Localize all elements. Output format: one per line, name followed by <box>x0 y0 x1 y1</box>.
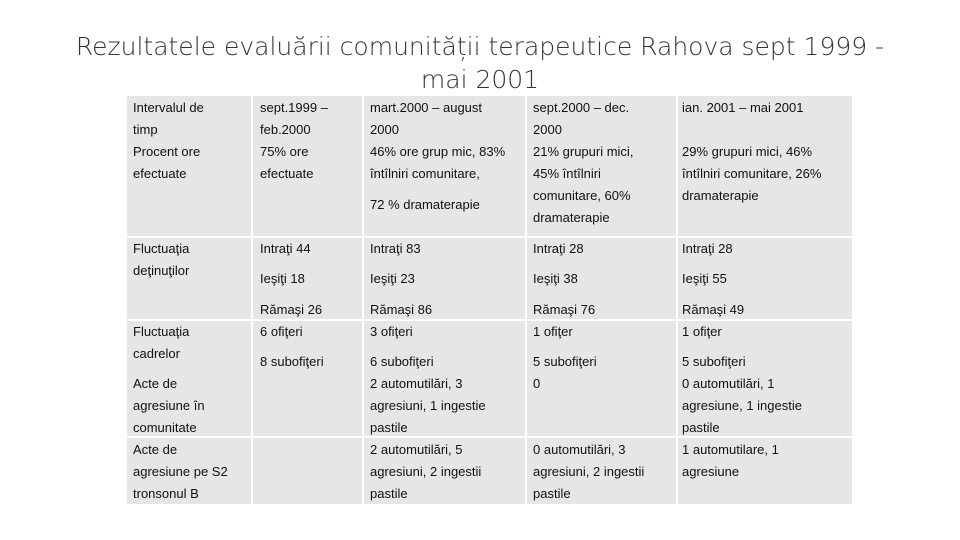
cell-line: Fluctuaţia <box>133 241 190 256</box>
cell-line: 3 ofiţeri <box>370 324 413 339</box>
cell-line: comunitate <box>133 420 197 435</box>
cell-line: 0 automutilări, 1 <box>682 376 775 391</box>
cell-line: Rămaşi 86 <box>370 302 433 317</box>
cell-line: feb.2000 <box>260 122 311 137</box>
cell-line: Rămaşi 26 <box>260 302 323 317</box>
cell-line: Intervalul de <box>133 100 204 115</box>
cell-line: agresiune <box>682 464 740 479</box>
cell-line: pastile <box>370 486 408 501</box>
cell-line: tronsonul B <box>133 486 199 501</box>
cell-line: 6 ofiţeri <box>260 324 303 339</box>
cell-line: Acte de <box>133 442 178 457</box>
cell-line: 0 <box>533 376 541 391</box>
cell-line: Procent ore <box>133 144 201 159</box>
cell-line: 1 automutilare, 1 <box>682 442 779 457</box>
cell-line: mart.2000 – august <box>370 100 483 115</box>
cell-line: agresiuni, 2 ingestii <box>533 464 645 479</box>
cell-line: dramaterapie <box>682 188 759 203</box>
cell-line: efectuate <box>133 166 187 181</box>
column-divider <box>362 96 364 504</box>
cell-line: 1 ofiţer <box>533 324 573 339</box>
cell-line: ian. 2001 – mai 2001 <box>682 100 804 115</box>
cell-line: 2 automutilări, 3 <box>370 376 463 391</box>
cell-line: întîlniri comunitare, <box>370 166 480 181</box>
row-divider <box>127 236 852 238</box>
cell-line: întîlniri comunitare, 26% <box>682 166 822 181</box>
cell-line: 2000 <box>533 122 562 137</box>
cell-line: cadrelor <box>133 346 180 361</box>
cell-line: agresiune, 1 ingestie <box>682 398 802 413</box>
column-divider <box>525 96 527 504</box>
column-divider <box>676 96 678 504</box>
cell-line: 0 automutilări, 3 <box>533 442 626 457</box>
cell-line: Ieşiţi 18 <box>260 271 305 286</box>
cell-line: 8 subofiţeri <box>260 354 324 369</box>
cell-line: agresiuni, 1 ingestie <box>370 398 486 413</box>
cell-line: 5 subofiţeri <box>533 354 597 369</box>
cell-line: Intraţi 83 <box>370 241 421 256</box>
cell-line: 29% grupuri mici, 46% <box>682 144 813 159</box>
cell-line: Intraţi 28 <box>533 241 584 256</box>
cell-line: 46% ore grup mic, 83% <box>370 144 506 159</box>
column-divider <box>251 96 253 504</box>
cell-line: Intraţi 28 <box>682 241 733 256</box>
cell-line: agresiune pe S2 <box>133 464 228 479</box>
cell-line: timp <box>133 122 158 137</box>
row-divider <box>127 436 852 438</box>
cell-line: agresiuni, 2 ingestii <box>370 464 482 479</box>
cell-line: dramaterapie <box>533 210 610 225</box>
cell-line: pastile <box>533 486 571 501</box>
cell-line: 2000 <box>370 122 399 137</box>
cell-line: 1 ofiţer <box>682 324 722 339</box>
cell-line: 45% întîlniri <box>533 166 601 181</box>
cell-line: sept.2000 – dec. <box>533 100 630 115</box>
cell-line: agresiune în <box>133 398 205 413</box>
cell-line: Ieşiţi 38 <box>533 271 578 286</box>
cell-line: Ieşiţi 55 <box>682 271 727 286</box>
cell-line: 5 subofiţeri <box>682 354 746 369</box>
cell-line: deţinuţilor <box>133 263 190 278</box>
cell-line: Ieşiţi 23 <box>370 271 415 286</box>
cell-line: Rămaşi 76 <box>533 302 596 317</box>
cell-line: 75% ore <box>260 144 309 159</box>
cell-line: sept.1999 – <box>260 100 328 115</box>
cell-line: Fluctuaţia <box>133 324 190 339</box>
cell-line: Intraţi 44 <box>260 241 311 256</box>
cell-line: Rămaşi 49 <box>682 302 745 317</box>
cell-line: 6 subofiţeri <box>370 354 434 369</box>
cell-line: 2 automutilări, 5 <box>370 442 463 457</box>
cell-line: 72 % dramaterapie <box>370 197 480 212</box>
cell-line: pastile <box>682 420 720 435</box>
cell-line: efectuate <box>260 166 314 181</box>
cell-line: 21% grupuri mici, <box>533 144 634 159</box>
cell-line: pastile <box>370 420 408 435</box>
slide-title: Rezultatele evaluării comunității terapeutice Rahova sept 1999 - mai 2001 <box>75 32 885 94</box>
cell-line: Acte de <box>133 376 178 391</box>
cell-line: comunitare, 60% <box>533 188 631 203</box>
